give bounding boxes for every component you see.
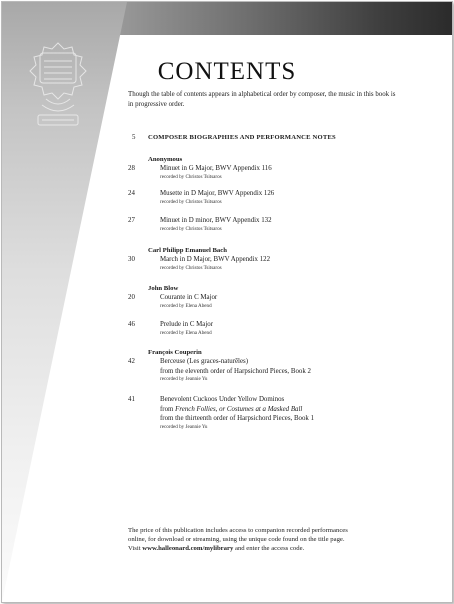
- page-number: 28: [128, 165, 135, 172]
- page-number: 46: [128, 321, 135, 328]
- section-heading-label: COMPOSER BIOGRAPHIES AND PERFORMANCE NOTES: [148, 134, 336, 141]
- footer-line: [128, 544, 408, 553]
- entry-text: [160, 164, 425, 181]
- composer-name: John Blow: [148, 285, 179, 292]
- page-number: 41: [128, 396, 135, 403]
- piece-title: Benevolent Cuckoos Under Yellow Dominos: [160, 396, 285, 403]
- recording-credit: recorded by Christos Tsitsaros: [160, 225, 222, 232]
- footer-note: [128, 526, 408, 554]
- library-url-link[interactable]: www.halleonard.com/mylibrary: [142, 545, 234, 553]
- page-number: 27: [128, 217, 135, 224]
- entry-text: [160, 216, 425, 233]
- page-title: CONTENTS: [157, 58, 297, 85]
- entry-text: [160, 255, 425, 272]
- piece-title: Prelude in C Major: [160, 321, 214, 328]
- composer-name: Anonymous: [148, 156, 183, 163]
- page-number: 42: [128, 358, 135, 365]
- piece-collection: [160, 405, 425, 415]
- composer-name: Carl Philipp Emanuel Bach: [148, 247, 227, 254]
- piece-title: Musette in D Major, BWV Appendix 126: [160, 190, 275, 197]
- entry-text: [160, 320, 425, 337]
- footer-line: The price of this publication includes access to companion recorded performances: [128, 527, 348, 534]
- piece-title: Berceuse (Les graces-naturēles): [160, 358, 248, 365]
- page-number: 30: [128, 256, 135, 263]
- recording-credit: recorded by Elena Abend: [160, 302, 212, 309]
- entry-text: [160, 357, 425, 383]
- recording-credit: recorded by Christos Tsitsaros: [160, 264, 222, 271]
- page-number: 20: [128, 294, 135, 301]
- piece-collection-title: French Follies, or Costumes at a Masked Ball: [175, 405, 303, 413]
- entry-text: [160, 395, 425, 431]
- recording-credit: recorded by Christos Tsitsaros: [160, 198, 222, 205]
- page-number: 24: [128, 190, 135, 197]
- entry-text: [160, 293, 425, 310]
- page-number: 5: [132, 134, 136, 141]
- intro-paragraph: Though the table of contents appears in alphabetical order by composer, the music in this book is in progressive order.: [128, 91, 396, 108]
- recording-credit: recorded by Elena Abend: [160, 329, 212, 336]
- piece-title: Courante in C Major: [160, 294, 218, 301]
- piece-title: Minuet in D minor, BWV Appendix 132: [160, 217, 272, 224]
- recording-credit: recorded by Christos Tsitsaros: [160, 173, 222, 180]
- footer-visit-prefix: Visit: [128, 545, 143, 553]
- piece-collection-prefix: from: [160, 405, 176, 413]
- recording-credit: recorded by Jeannie Yu: [160, 376, 208, 382]
- recording-credit: recorded by Jeannie Yu: [160, 423, 208, 430]
- footer-line: online, for download or streaming, using the unique code found on the title page.: [128, 536, 345, 544]
- piece-title: Minuet in G Major, BWV Appendix 116: [160, 165, 272, 172]
- composer-name: François Couperin: [148, 349, 202, 356]
- entry-text: [160, 189, 425, 206]
- piece-title: March in D Major, BWV Appendix 122: [160, 256, 271, 263]
- footer-visit-suffix: and enter the access code.: [233, 545, 305, 553]
- piece-source: from the eleventh order of Harpsichord Pieces, Book 2: [160, 367, 311, 375]
- piece-source: from the thirteenth order of Harpsichord Pieces, Book 1: [160, 415, 315, 422]
- contents-page: [1, 1, 453, 603]
